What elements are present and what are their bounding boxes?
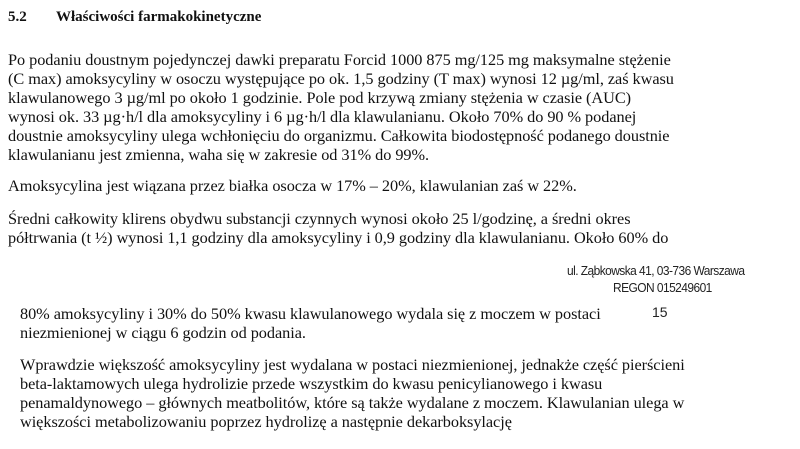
paragraph-5-line-1: Wprawdzie większość amoksycyliny jest wydalana w postaci niezmienionej, jednakże część pierścieni [20,355,685,374]
paragraph-3-line-1: Średni całkowity klirens obydwu substancji czynnych wynosi około 25 l/godzinę, a średni okres [8,209,631,228]
paragraph-1-line-3: klawulanowego 3 µg/ml po około 1 godzinie. Pole pod krzywą zmiany stężenia w czasie (AUC) [8,88,632,107]
paragraph-4-line-1: 80% amoksycyliny i 30% do 50% kwasu klawulanowego wydala się z moczem w postaci [20,304,601,323]
paragraph-5-line-4: większości metabolizowaniu poprzez hydrolizę a następnie dekarboksylację [20,412,512,431]
paragraph-1-line-1: Po podaniu doustnym pojedynczej dawki preparatu Forcid 1000 875 mg/125 mg maksymalne stężenie [8,50,671,69]
paragraph-2-line-1: Amoksycylina jest wiązana przez białka osocza w 17% – 20%, klawulanian zaś w 22%. [8,176,577,195]
section-title: Właściwości farmakokinetyczne [56,9,262,25]
paragraph-5-line-3: penamaldynowego – głównych meatbolitów, które są także wydalane z moczem. Klawulanian ulega w [20,393,685,412]
stamp-regon: REGON 015249601 [613,280,712,295]
section-number: 5.2 [8,9,27,25]
stamp-address: ul. Ząbkowska 41, 03-736 Warszawa [567,263,745,278]
paragraph-1-line-5: doustnie amoksycyliny ulega wchłonięciu do organizmu. Całkowita biodostępność podanego doustnie [8,126,670,145]
paragraph-1-line-6: klawulanianu jest zmienna, waha się w zakresie od 31% do 99%. [8,145,430,164]
paragraph-4-line-2: niezmienionej w ciągu 6 godzin od podania. [20,323,306,342]
paragraph-3-line-2: półtrwania (t ½) wynosi 1,1 godziny dla amoksycyliny i 0,9 godziny dla klawulanianu. Około 60% do [8,228,669,247]
paragraph-1-line-4: wynosi ok. 33 µg·h/l dla amoksycyliny i 6 µg·h/l dla klawulanianu. Około 70% do 90 % podanej [8,107,637,126]
paragraph-5-line-2: beta-laktamowych ulega hydrolizie przede wszystkim do kwasu penicylianowego i kwasu [20,374,603,393]
page-number: 15 [652,304,668,320]
paragraph-1-line-2: (C max) amoksycyliny w osoczu występujące po ok. 1,5 godziny (T max) wynosi 12 µg/ml, zaś kwasu [8,69,674,88]
